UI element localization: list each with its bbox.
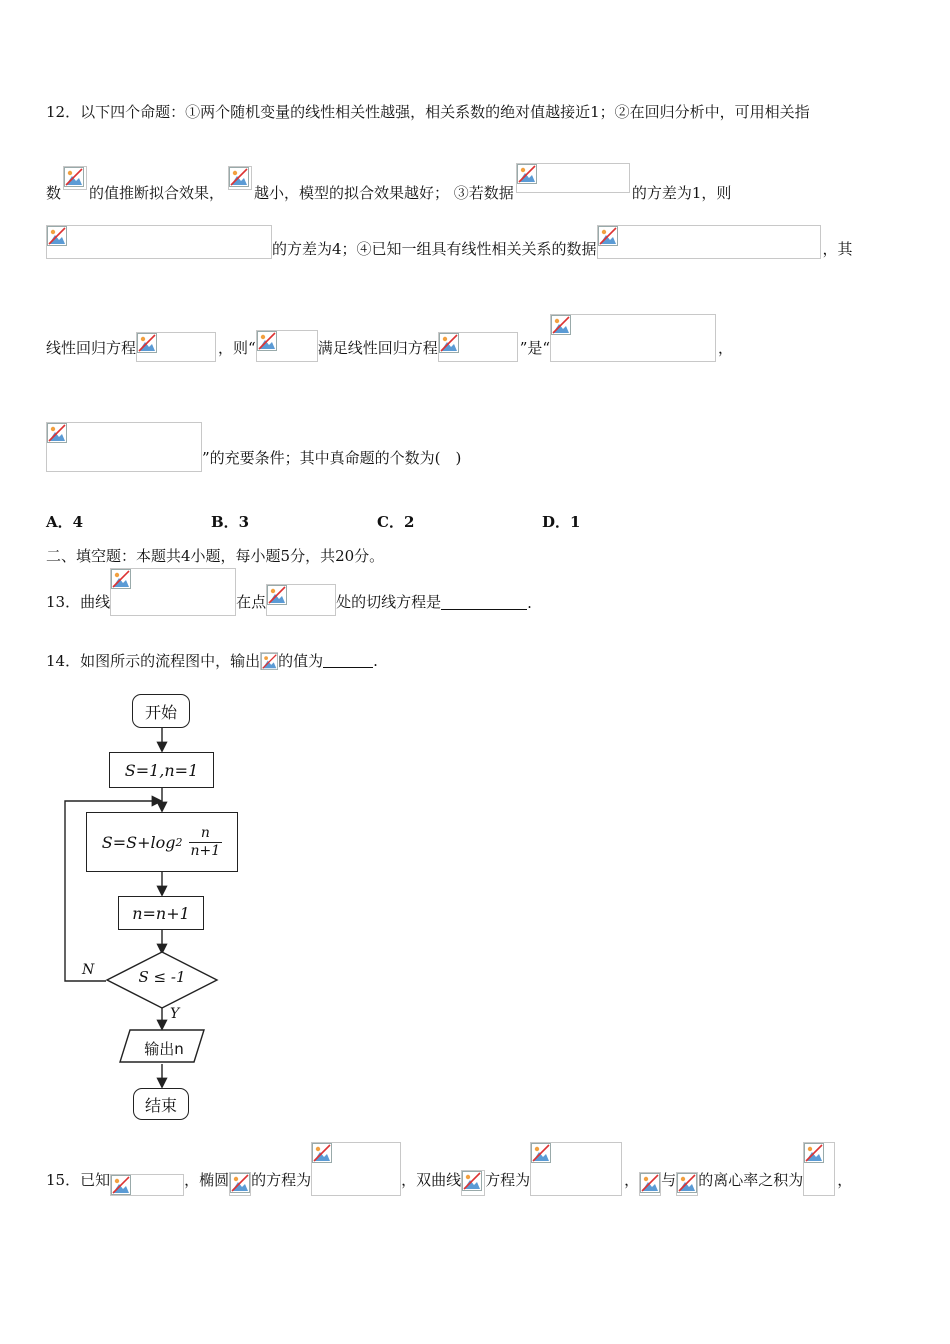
formula-image-icon: [136, 332, 216, 362]
q13-end: .: [527, 594, 532, 612]
q12-line3: [46, 224, 853, 259]
init-node: [109, 752, 214, 788]
q15-text-a: 15．已知: [46, 1171, 111, 1189]
output-label: 输出n: [144, 1040, 184, 1058]
formula-image-icon: [311, 1142, 401, 1196]
q12-text-2b: 的值推断拟合效果，: [89, 184, 225, 202]
update-label: S=S+log: [101, 832, 176, 852]
answer-blank[interactable]: [441, 595, 527, 610]
q12-text-4c: 满足线性回归方程: [317, 339, 438, 357]
q12-line2: [46, 152, 731, 203]
q13-text-c: 处的切线方程是: [336, 593, 442, 611]
formula-image-icon: [266, 584, 336, 616]
fraction-denominator: n+1: [190, 842, 221, 859]
fraction-numerator: n: [200, 824, 210, 841]
formula-image-icon: [438, 332, 518, 362]
end-label: 结束: [144, 1095, 177, 1115]
q15-text-f: ，: [624, 1171, 640, 1189]
formula-image-icon: [110, 1174, 184, 1196]
formula-image-icon: [63, 166, 87, 190]
q12-text-4d: ”是“: [519, 339, 551, 357]
flowchart: [60, 690, 260, 1130]
q12-text-4b: ，则“: [218, 339, 256, 357]
yes-label: Y: [170, 1006, 180, 1022]
q12-text-2d: 的方差为1，则: [631, 184, 732, 202]
answer-blank[interactable]: [323, 653, 373, 668]
formula-image-icon: [46, 225, 272, 259]
q12-text-3b: ，其: [822, 240, 853, 258]
q14-end: .: [373, 651, 378, 670]
log-base: 2: [175, 835, 183, 849]
formula-image-icon: [676, 1172, 698, 1196]
increment-label: n=n+1: [132, 903, 190, 923]
formula-image-icon: [260, 652, 278, 670]
end-node: [133, 1088, 189, 1120]
q12-text-2a: 数: [46, 184, 62, 202]
q14-line: [46, 650, 378, 671]
q14-text-a: 14．如图所示的流程图中，输出: [46, 652, 261, 670]
section2-text: 二、填空题：本题共4小题，每小题5分，共20分。: [46, 547, 385, 565]
formula-image-icon: [639, 1172, 661, 1196]
option-b: B．3: [211, 513, 250, 531]
update-node: [86, 812, 238, 872]
formula-image-icon: [46, 422, 202, 472]
q13-text-b: 在点: [236, 593, 267, 611]
formula-image-icon: [228, 166, 252, 190]
q12-line4: [46, 310, 733, 362]
formula-image-icon: [550, 314, 716, 362]
formula-image-icon: [530, 1142, 622, 1196]
init-label: S=1,n=1: [124, 760, 199, 780]
formula-image-icon: [516, 163, 630, 193]
q15-text-g: 与: [661, 1171, 677, 1189]
formula-image-icon: [229, 1172, 251, 1196]
q13-text-a: 13．曲线: [46, 593, 111, 611]
q15-text-c: 的方程为: [251, 1171, 312, 1189]
option-a: A．4: [46, 513, 84, 531]
q12-text-5a: ”的充要条件；其中真命题的个数为( ): [202, 449, 462, 467]
option-c: C．2: [377, 513, 415, 531]
formula-image-icon: [461, 1170, 485, 1196]
q15-line: [46, 1140, 852, 1196]
fraction: [189, 825, 223, 860]
q12-text-1: 12．以下四个命题：①两个随机变量的线性相关性越强，相关系数的绝对值越接近1；②在回归分析中，可用相关指: [46, 103, 810, 121]
q15-text-e: 方程为: [485, 1171, 531, 1189]
q13-line: [46, 566, 532, 616]
q12-line5: [46, 422, 461, 472]
condition-label: S ≤ -1: [138, 968, 186, 986]
q15-text-d: ，双曲线: [401, 1171, 462, 1189]
formula-image-icon: [110, 568, 236, 616]
q15-text-h: 的离心率之积为: [698, 1171, 804, 1189]
q15-text-b: ，椭圆: [184, 1171, 230, 1189]
formula-image-icon: [256, 330, 318, 362]
start-node: [132, 694, 190, 728]
formula-image-icon: [803, 1142, 835, 1196]
start-label: 开始: [144, 702, 177, 722]
option-d: D．1: [542, 513, 581, 531]
increment-node: [118, 896, 204, 930]
q15-text-i: ，: [837, 1171, 853, 1189]
no-label: N: [82, 962, 95, 978]
q12-line1: [46, 101, 810, 122]
q14-text-b: 的值为: [278, 652, 324, 670]
section-heading: [46, 545, 384, 566]
q12-text-3a: 的方差为4；④已知一组具有线性相关关系的数据: [272, 240, 597, 258]
formula-image-icon: [597, 225, 821, 259]
q12-text-4a: 线性回归方程: [46, 339, 137, 357]
q12-text-4e: ，: [718, 339, 734, 357]
q12-text-2c: 越小，模型的拟合效果越好； ③若数据: [254, 184, 514, 202]
